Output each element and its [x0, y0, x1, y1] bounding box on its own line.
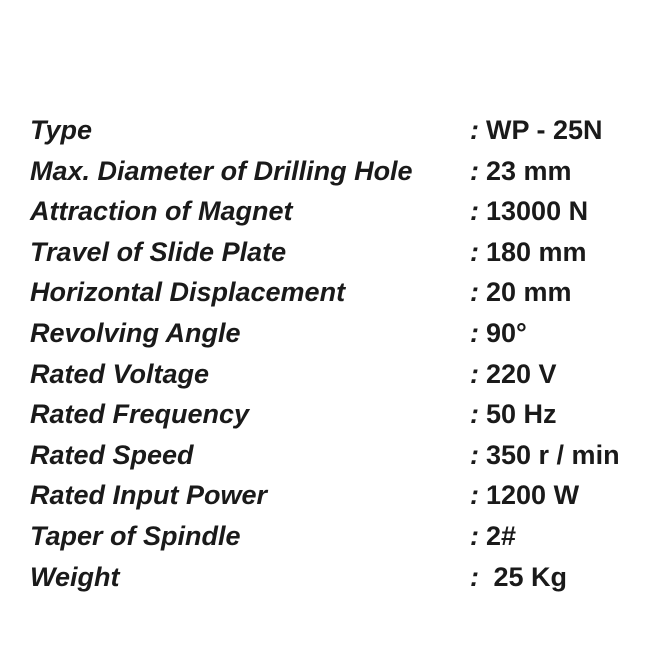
- spec-row-rated-voltage: [30, 359, 640, 400]
- spec-table: [30, 115, 640, 602]
- spec-row-type: [30, 115, 640, 156]
- spec-row-horizontal-displacement: [30, 277, 640, 318]
- spec-label: Max. Diameter of Drilling Hole: [30, 155, 413, 186]
- spec-row-max-diameter: [30, 156, 640, 197]
- spec-row-revolving-angle: [30, 318, 640, 359]
- spec-separator: :: [470, 236, 479, 267]
- spec-value: 180 mm: [486, 236, 587, 267]
- spec-label: Revolving Angle: [30, 317, 241, 348]
- spec-row-rated-speed: [30, 440, 640, 481]
- spec-separator: :: [470, 115, 479, 145]
- spec-label: Type: [30, 115, 93, 145]
- spec-row-magnet-attraction: [30, 196, 640, 237]
- spec-value: 20 mm: [486, 277, 572, 308]
- spec-row-spindle-taper: [30, 521, 640, 562]
- spec-value: 350 r / min: [486, 439, 620, 470]
- spec-label: Rated Speed: [30, 439, 194, 470]
- spec-separator: :: [470, 196, 479, 227]
- spec-value: 23 mm: [486, 155, 572, 186]
- spec-value: 50 Hz: [486, 399, 557, 430]
- spec-separator: :: [470, 439, 479, 470]
- spec-row-rated-input-power: [30, 480, 640, 521]
- spec-separator: :: [470, 277, 479, 308]
- spec-label: Rated Voltage: [30, 358, 210, 389]
- spec-value: 2#: [486, 520, 517, 551]
- spec-value: WP - 25N: [486, 115, 603, 145]
- spec-value: 90°: [486, 317, 527, 348]
- spec-label: Rated Input Power: [30, 480, 268, 511]
- spec-separator: :: [470, 358, 479, 389]
- spec-separator: :: [470, 317, 479, 348]
- spec-separator: :: [470, 561, 479, 592]
- spec-value: 1200 W: [486, 480, 580, 511]
- spec-value: 220 V: [486, 358, 557, 389]
- spec-label: Attraction of Magnet: [30, 196, 293, 227]
- spec-value: 13000 N: [486, 196, 589, 227]
- spec-label: Rated Frequency: [30, 399, 250, 430]
- spec-label: Weight: [30, 561, 120, 592]
- spec-separator: :: [470, 520, 479, 551]
- spec-label: Taper of Spindle: [30, 520, 241, 551]
- spec-separator: :: [470, 155, 479, 186]
- spec-row-rated-frequency: [30, 399, 640, 440]
- spec-label: Horizontal Displacement: [30, 277, 346, 308]
- spec-row-weight: [30, 562, 640, 603]
- spec-row-slide-plate-travel: [30, 237, 640, 278]
- spec-separator: :: [470, 480, 479, 511]
- spec-separator: :: [470, 399, 479, 430]
- spec-value: 25 Kg: [486, 561, 568, 592]
- spec-label: Travel of Slide Plate: [30, 236, 287, 267]
